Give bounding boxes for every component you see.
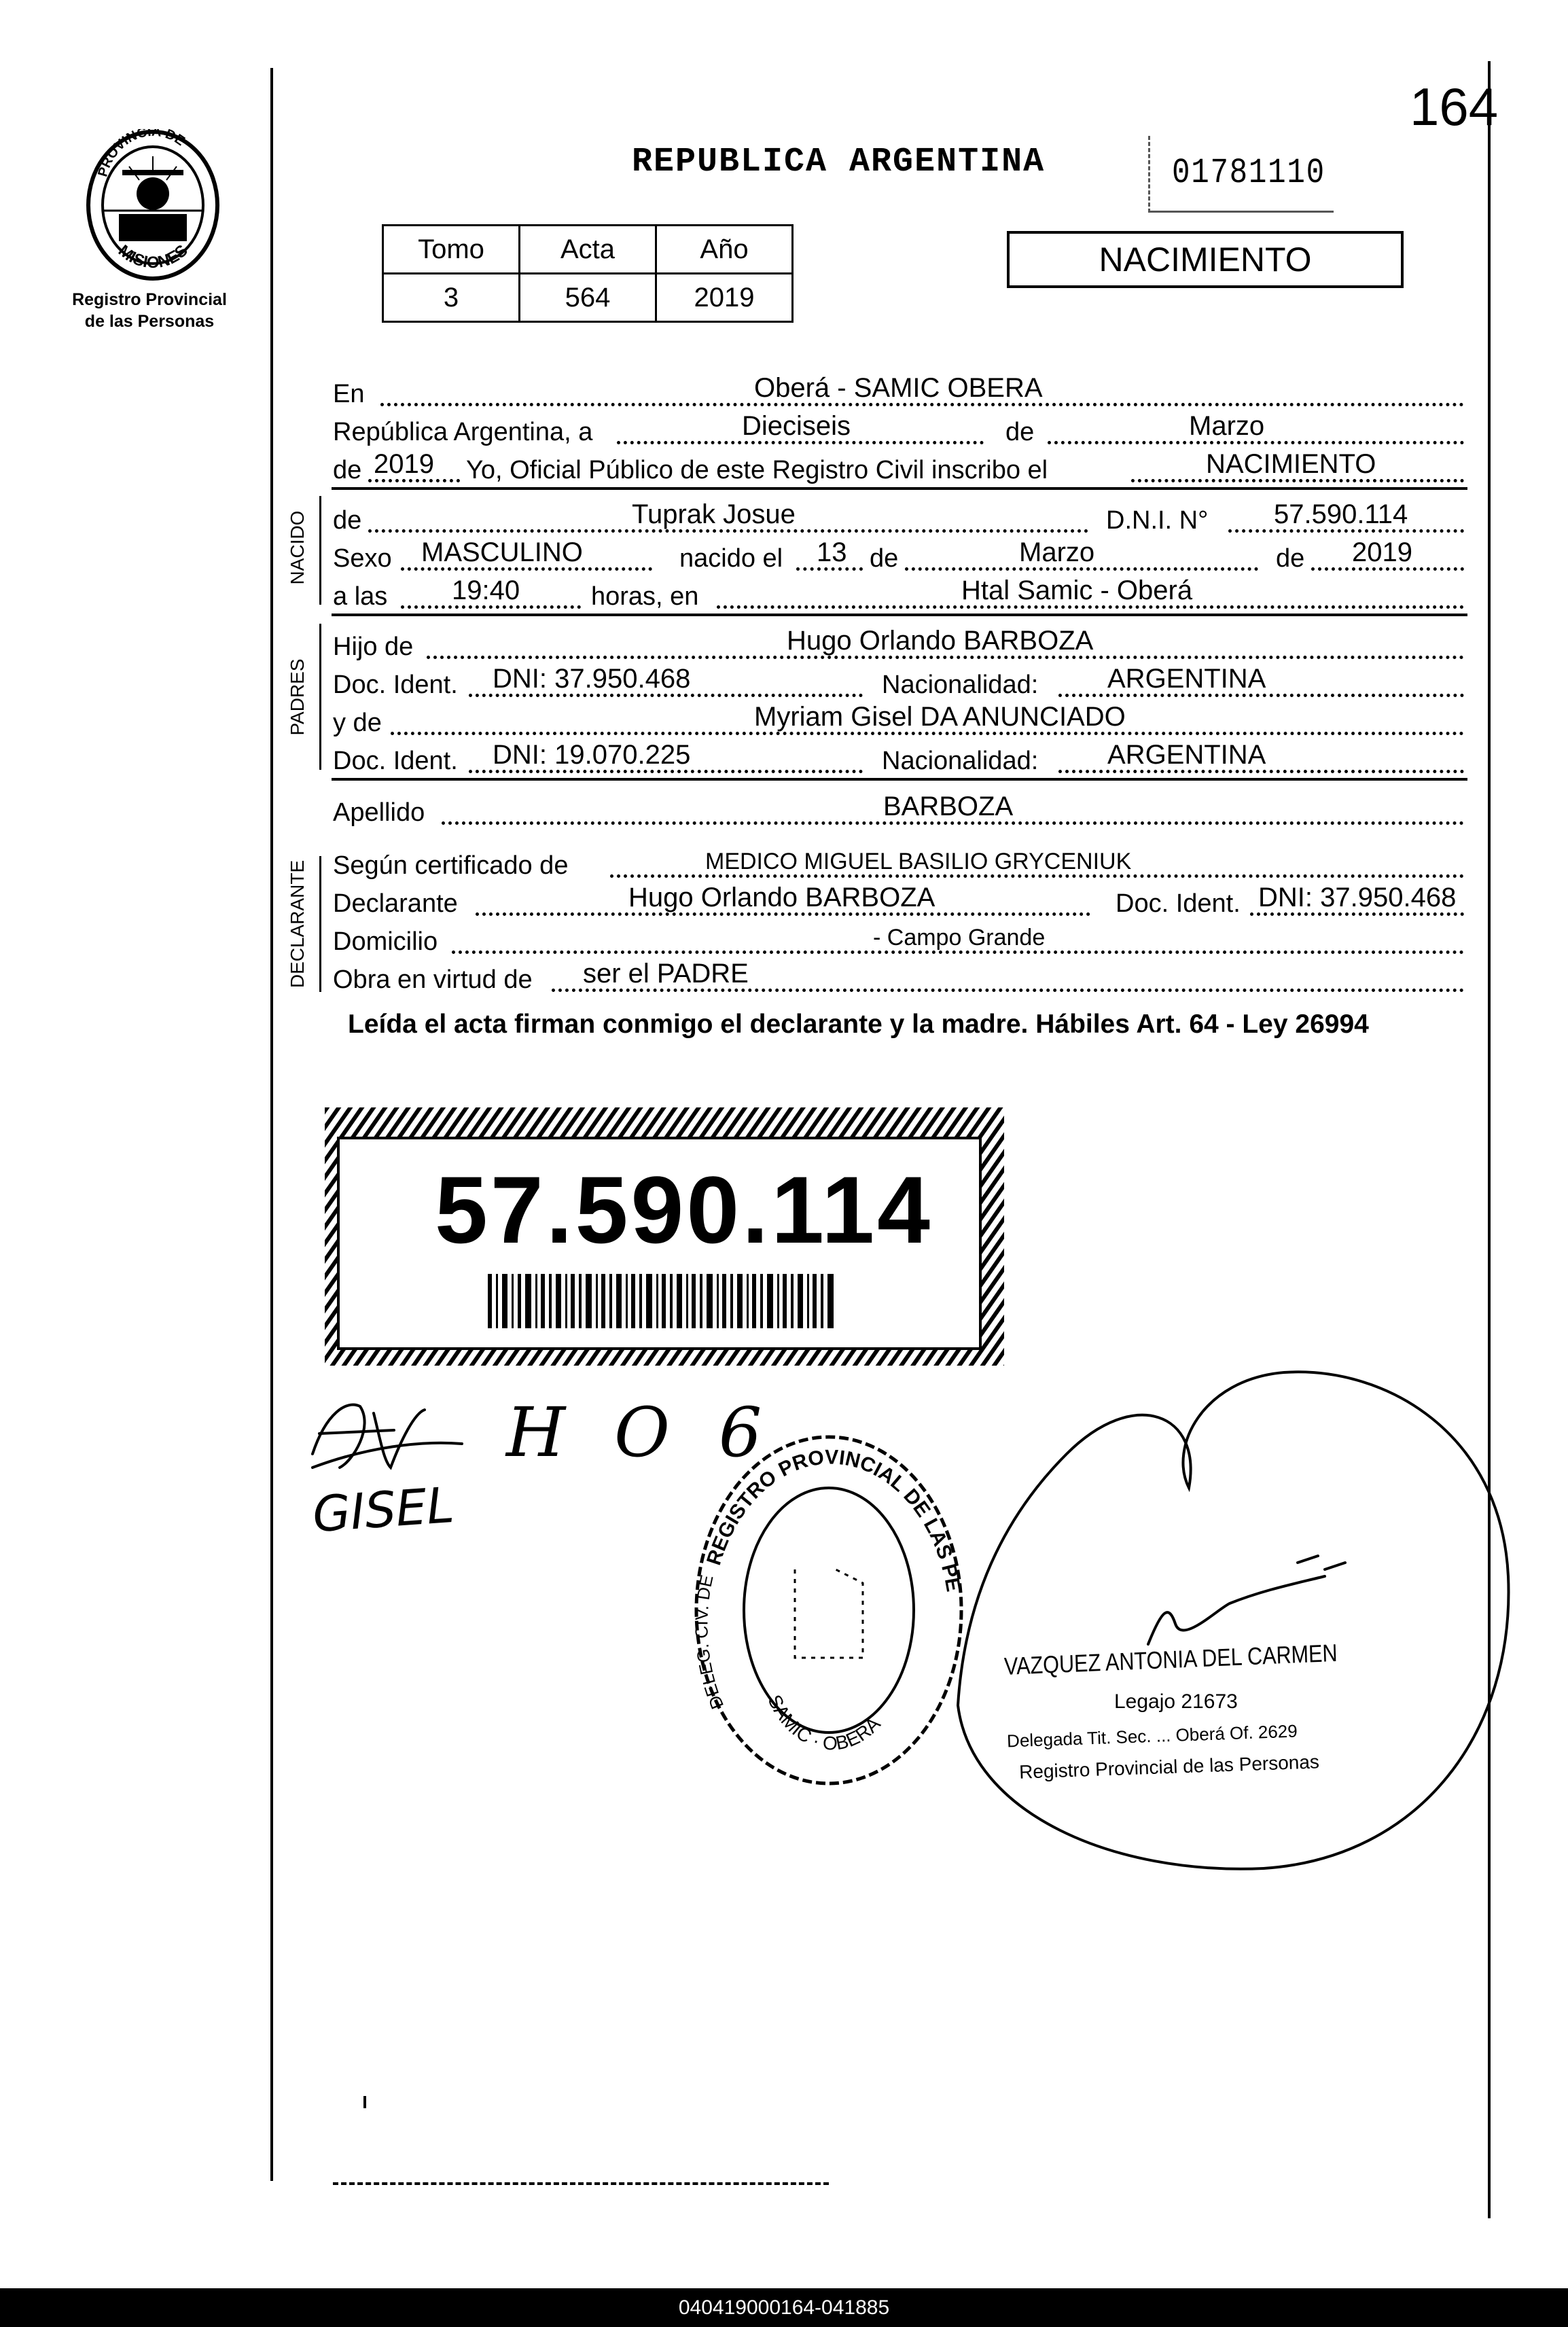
row-declarante: Declarante Hugo Orlando BARBOZA Doc. Ident. DNI: 37.950.468: [333, 885, 1464, 923]
page-number: 164: [1410, 77, 1499, 137]
birth-time-value: 19:40: [452, 575, 520, 605]
official-stamp-name: VAZQUEZ ANTONIA DEL CARMEN: [1003, 1638, 1338, 1680]
day-value: Dieciseis: [742, 411, 851, 441]
apellido-value: BARBOZA: [883, 792, 1014, 821]
row-mother-doc: Doc. Ident. DNI: 19.070.225 Nacionalidad: ARGENTINA: [333, 742, 1464, 780]
svg-text:SAMIC · OBERA: SAMIC · OBERA: [764, 1691, 885, 1754]
mother-doc-value: DNI: 19.070.225: [493, 740, 691, 770]
table-cell-ano: 2019: [656, 274, 793, 322]
registry-caption: Registro Provincial de las Personas: [72, 290, 227, 331]
row-father-doc: Doc. Ident. DNI: 37.950.468 Nacionalidad: ARGENTINA: [333, 666, 1464, 704]
declarante-doc-value: DNI: 37.950.468: [1258, 883, 1457, 912]
separator: [332, 778, 1467, 781]
table-cell-acta: 564: [520, 274, 656, 322]
province-seal-logo: [82, 129, 224, 285]
scan-mark: [363, 2096, 366, 2108]
row-sexo: Sexo MASCULINO nacido el 13 de Marzo de 2019: [333, 539, 1464, 578]
section-label-nacido: NACIDO: [287, 510, 308, 585]
domicilio-value: - Campo Grande: [873, 925, 1046, 951]
row-hora: a las 19:40 horas, en Htal Samic - Oberá: [333, 578, 1464, 616]
place-value: Oberá - SAMIC OBERA: [754, 373, 1043, 403]
row-nacido-name: de Tuprak Josue D.N.I. N° 57.590.114: [333, 501, 1464, 539]
child-name-value: Tuprak Josue: [632, 499, 796, 529]
closing-statement: Leída el acta firman conmigo el declarante y la madre. Hábiles Art. 64 - Ley 26994: [348, 1010, 1369, 1039]
obra-value: ser el PADRE: [583, 959, 749, 989]
birth-month-value: Marzo: [1019, 537, 1095, 567]
official-stamp-legajo: Legajo 21673: [1114, 1690, 1238, 1713]
month-value: Marzo: [1189, 411, 1265, 441]
left-margin-line: [270, 68, 273, 2181]
separator: [332, 487, 1467, 490]
table-cell-tomo: 3: [383, 274, 520, 322]
document-title: REPUBLICA ARGENTINA: [632, 143, 1046, 181]
handwritten-name: GISEL: [310, 1476, 457, 1544]
record-table: [382, 224, 794, 323]
mother-name-value: Myriam Gisel DA ANUNCIADO: [754, 702, 1126, 732]
mother-nationality-value: ARGENTINA: [1107, 740, 1266, 770]
row-y-de: y de Myriam Gisel DA ANUNCIADO: [333, 704, 1464, 742]
right-margin-line: [1488, 61, 1491, 2218]
child-dni-value: 57.590.114: [1274, 499, 1408, 529]
table-header-tomo: Tomo: [383, 226, 520, 274]
serial-number: 01781110: [1172, 153, 1325, 193]
declarante-value: Hugo Orlando BARBOZA: [628, 883, 936, 912]
row-segun: Según certificado de MEDICO MIGUEL BASILIO GRYCENIUK: [333, 847, 1464, 885]
table-header-ano: Año: [656, 226, 793, 274]
year-value: 2019: [374, 449, 434, 479]
certificate-value: MEDICO MIGUEL BASILIO GRYCENIUK: [705, 849, 1132, 874]
svg-text:MISIONES: MISIONES: [114, 241, 192, 272]
table-header-acta: Acta: [520, 226, 656, 274]
round-registry-stamp: [686, 1427, 972, 1794]
record-type-box: NACIMIENTO: [1007, 231, 1404, 288]
footer-code: 040419000164-041885: [0, 2288, 1568, 2327]
svg-text:PROVINCIA DE: PROVINCIA DE: [95, 129, 188, 179]
sexo-value: MASCULINO: [421, 537, 583, 567]
father-name-value: Hugo Orlando BARBOZA: [787, 626, 1094, 656]
father-doc-value: DNI: 37.950.468: [493, 664, 691, 694]
birth-year-value: 2019: [1352, 537, 1412, 567]
birth-place-value: Htal Samic - Oberá: [961, 575, 1193, 605]
handwritten-initials: H O 6: [506, 1393, 776, 1472]
row-domicilio: Domicilio - Campo Grande: [333, 923, 1464, 961]
svg-text:DELEG. CIV. DEL: DELEG. CIV. DE: [691, 1573, 728, 1712]
separator: [332, 614, 1467, 616]
official-stamp-line3: Delegada Tit. Sec. ... Oberá Of. 2629: [1006, 1720, 1298, 1752]
svg-text:REGISTRO PROVINCIAL DE LAS PER: REGISTRO PROVINCIAL DE LAS PE: [702, 1446, 965, 1594]
row-date: República Argentina, a Dieciseis de Marzo: [333, 413, 1464, 451]
row-obra: Obra en virtud de ser el PADRE: [333, 961, 1464, 999]
section-label-padres: PADRES: [287, 658, 308, 736]
row-en: En Oberá - SAMIC OBERA: [333, 375, 1464, 413]
row-inscribo: de 2019 Yo, Oficial Público de este Registro Civil inscribo el NACIMIENTO: [333, 451, 1464, 489]
father-nationality-value: ARGENTINA: [1107, 664, 1266, 694]
inscribo-value: NACIMIENTO: [1206, 449, 1376, 479]
scan-artifact-line: [333, 2182, 829, 2185]
section-label-declarante: DECLARANTE: [287, 859, 308, 989]
row-apellido: Apellido BARBOZA: [333, 794, 1464, 832]
official-stamp-line4: Registro Provincial de las Personas: [1018, 1751, 1320, 1783]
row-hijo-de: Hijo de Hugo Orlando BARBOZA: [333, 628, 1464, 666]
official-signature: [944, 1352, 1522, 1889]
dni-sticker-number: 57.590.114: [435, 1156, 933, 1263]
birth-day-value: 13: [817, 537, 847, 567]
